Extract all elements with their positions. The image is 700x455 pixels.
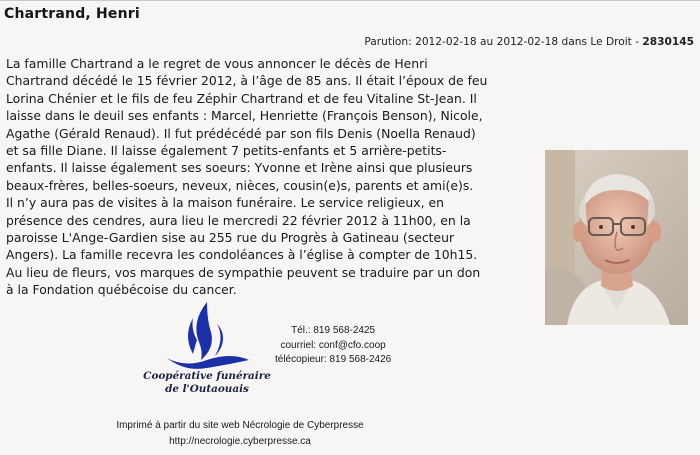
obituary-line: enfants. Il laisse également ses soeurs: Yvonne et Irène ainsi que plusieurs <box>6 160 473 176</box>
obituary-line: à la Fondation québécoise du cancer. <box>6 282 237 298</box>
portrait-illustration <box>545 150 688 325</box>
portrait-photo <box>545 150 688 325</box>
source-url-link[interactable]: http://necrologie.cyberpresse.ca <box>169 436 311 447</box>
obituary-line: Lorina Chénier et le fils de feu Zéphir Chartrand et de feu Vitaline St-Jean. Il <box>6 90 477 106</box>
phone-number: Tél.: 819 568-2425 <box>291 325 376 336</box>
obituary-line: Angers). La famille recevra les condoléances à l’église à compter de 10h15. <box>6 247 478 263</box>
obituary-line: Au lieu de fleurs, vos marques de sympathie peuvent se traduire par un don <box>6 264 481 280</box>
obituary-line: Chartrand décédé le 15 février 2012, à l’âge de 85 ans. Il était l’époux de feu <box>6 73 488 89</box>
email-address[interactable]: courriel: conf@cfo.coop <box>280 339 386 351</box>
deceased-name: Chartrand, Henri <box>4 6 140 22</box>
funeral-home-name-line1: Coopérative funéraire <box>143 370 271 382</box>
obituary-line: Agathe (Gérald Renaud). Il fut prédécédé par son fils Denis (Noella Renaud) <box>6 125 476 141</box>
top-rule <box>0 0 700 1</box>
printed-from-text: Imprimé à partir du site web Nécrologie de Cyberpresse <box>116 420 364 431</box>
footer <box>0 418 480 450</box>
obituary-line: La famille Chartrand a le regret de vous annoncer le décès de Henri <box>6 56 428 71</box>
publication-dates: 2012-02-18 au 2012-02-18 <box>415 36 559 48</box>
obituary-text <box>6 55 526 299</box>
publication-info: Parution: 2012-02-18 au 2012-02-18 dans Le Droit - 2830145 <box>364 36 694 48</box>
flame-logo-icon <box>145 298 270 373</box>
publication-label: Parution: <box>364 36 412 48</box>
obituary-line: beaux-frères, belles-soeurs, neveux, nièces, cousin(e)s, parents et ami(e)s. <box>6 177 474 193</box>
obituary-line: et sa fille Diane. Il laisse également 7 petits-enfants et 5 arrière-petits- <box>6 143 447 159</box>
obituary-line: présence des cendres, aura lieu le mercredi 22 février 2012 à 11h00, en la <box>6 212 471 228</box>
notice-id: 2830145 <box>642 36 694 48</box>
obituary-line: Il n’y aura pas de visites à la maison funéraire. Le service religieux, en <box>6 195 444 211</box>
obituary-line: laisse dans le deuil ses enfants : Marcel, Henriette (François Benson), Nicole, <box>6 108 483 124</box>
contact-info <box>275 324 391 368</box>
funeral-home-name <box>137 370 277 396</box>
funeral-home-name-line2: de l'Outaouais <box>165 383 249 395</box>
obituary-line: paroisse L'Ange-Gardien sise au 255 rue du Progrès à Gatineau (secteur <box>6 230 455 246</box>
newspaper-name: Le Droit <box>590 36 632 48</box>
fax-number: télécopieur: 819 568-2426 <box>275 354 392 365</box>
publication-prefix: dans <box>561 36 587 48</box>
